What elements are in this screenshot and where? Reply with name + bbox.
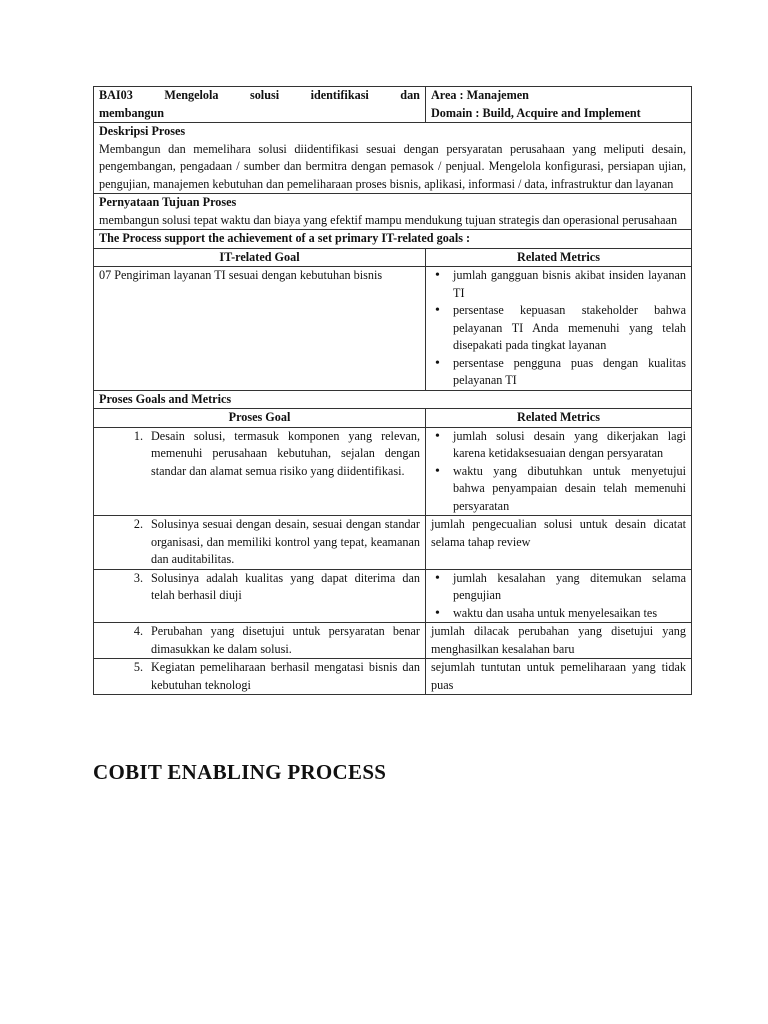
table-row [94, 659, 692, 695]
table-row [94, 427, 692, 516]
tujuan-row [94, 194, 692, 230]
table-row [94, 569, 692, 623]
list-item: • persentase pengguna puas dengan kualitas pelayanan TI [431, 355, 686, 390]
table-row [94, 623, 692, 659]
goal-text: Solusinya sesuai dengan desain, sesuai dengan standar organisasi, dan memiliki kontrol yang tepat, keamanan dan auditabilitas. [151, 517, 420, 566]
process-code-cell [94, 87, 426, 123]
goal-text: Kegiatan pemeliharaan berhasil mengatasi bisnis dan kebutuhan teknologi [151, 660, 420, 692]
proses-metrics-column-header: Related Metrics [426, 409, 692, 428]
goal-cell [94, 659, 426, 695]
it-goals-heading-row [94, 230, 692, 249]
proses-goals-column-headers [94, 409, 692, 428]
goal-number: 5. [133, 660, 143, 674]
goal-cell [94, 427, 426, 516]
goal-cell [94, 569, 426, 623]
metrics-cell [426, 427, 692, 516]
goal-number: 3. [133, 570, 143, 585]
header-row [94, 87, 692, 123]
it-goals-column-headers [94, 248, 692, 267]
page-title: COBIT ENABLING PROCESS [93, 760, 387, 784]
it-goals-heading: The Process support the achievement of a set primary IT-related goals : [94, 230, 692, 249]
tujuan-text: membangun solusi tepat waktu dan biaya yang efektif mampu mendukung tujuan strategis dan operasional perusahaan [99, 212, 678, 227]
deskripsi-row [94, 123, 692, 194]
list-item: • persentase kepuasan stakeholder bahwa pelayanan TI Anda memenuhi yang telah disepakati pada tingkat layanan [431, 302, 686, 355]
process-code-line1: BAI03 Mengelola solusi identifikasi dan [99, 88, 420, 102]
list-item: • jumlah gangguan bisnis akibat insiden layanan TI [431, 267, 686, 302]
it-goal-cell: 07 Pengiriman layanan TI sesuai dengan kebutuhan bisnis [94, 267, 426, 391]
goal-text: Perubahan yang disetujui untuk persyaratan benar dimasukkan ke dalam solusi. [151, 624, 420, 656]
goal-number: 2. [133, 517, 143, 531]
domain-label: Domain : Build, Acquire and Implement [431, 105, 641, 120]
list-item: • waktu dan usaha untuk menyelesaikan tes [431, 605, 686, 623]
table-row [94, 516, 692, 570]
list-item: • jumlah kesalahan yang ditemukan selama pengujian [431, 570, 686, 605]
list-item: • waktu yang dibutuhkan untuk menyetujui bahwa penyampaian desain telah memenuhi persyaratan [431, 463, 686, 516]
deskripsi-cell [94, 123, 692, 194]
proses-goal-column-header: Proses Goal [94, 409, 426, 428]
deskripsi-heading: Deskripsi Proses [99, 124, 186, 138]
process-code-line2: membangun [99, 105, 165, 120]
goal-number: 4. [133, 624, 143, 638]
area-domain-cell [426, 87, 692, 123]
goal-text: Desain solusi, termasuk komponen yang relevan, memenuhi perusahaan kebutuhan, sejalan dengan standar dan alamat semua risiko yang diidentifikasi. [151, 428, 420, 478]
process-table [93, 86, 692, 695]
process-table-container [93, 86, 691, 695]
tujuan-cell [94, 194, 692, 230]
goal-cell [94, 516, 426, 570]
goal-number: 1. [133, 428, 143, 443]
goal-text: Solusinya adalah kualitas yang dapat diterima dan telah berhasil diuji [151, 570, 420, 602]
metrics-cell: sejumlah tuntutan untuk pemeliharaan yang tidak puas [426, 659, 692, 695]
deskripsi-text: Membangun dan memelihara solusi diidentifikasi sesuai dengan persyaratan perusahaan yang meliputi desain, pengembangan, pengadaan / sumber dan bermitra dengan pemasok / penjual. Mengelola konfigurasi, persiapan ujian, pengujian, manajemen kebutuhan dan pemeliharaan proses bisnis, aplikasi, informasi / data, infrastruktur dan layanan [99, 141, 686, 191]
area-label: Area : Manajemen [431, 88, 529, 102]
it-goal-row [94, 267, 692, 391]
it-goal-column-header: IT-related Goal [94, 248, 426, 267]
list-item: • jumlah solusi desain yang dikerjakan lagi karena ketidaksesuaian dengan persyaratan [431, 428, 686, 463]
tujuan-heading: Pernyataan Tujuan Proses [99, 195, 237, 209]
metrics-cell: jumlah pengecualian solusi untuk desain dicatat selama tahap review [426, 516, 692, 570]
it-metrics-column-header: Related Metrics [426, 248, 692, 267]
metrics-cell: jumlah dilacak perubahan yang disetujui yang menghasilkan kesalahan baru [426, 623, 692, 659]
goal-cell [94, 623, 426, 659]
proses-goals-heading-row [94, 390, 692, 409]
it-metrics-list [431, 267, 686, 390]
metrics-cell [426, 569, 692, 623]
proses-goals-heading: Proses Goals and Metrics [94, 390, 692, 409]
it-metrics-cell [426, 267, 692, 391]
